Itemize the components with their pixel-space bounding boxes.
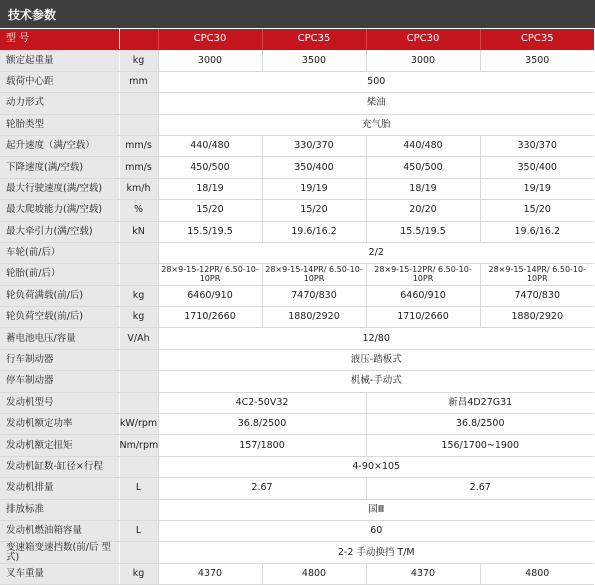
spec-value: 36.8/2500	[158, 414, 366, 435]
spec-label: 叉车重量	[0, 563, 119, 584]
spec-label: 最大行驶速度(满/空载)	[0, 178, 119, 199]
spec-value: 国Ⅲ	[158, 499, 594, 520]
spec-value: 6460/910	[366, 285, 480, 306]
spec-row	[0, 50, 594, 71]
spec-row	[0, 563, 594, 584]
spec-value: 1880/2920	[262, 307, 366, 328]
spec-value: 2/2	[158, 242, 594, 263]
spec-label: 起升速度（满/空载）	[0, 135, 119, 156]
spec-table	[0, 29, 594, 585]
model-name: CPC30	[366, 29, 480, 50]
spec-value: 28×9-15-14PR/ 6.50-10-10PR	[262, 264, 366, 285]
spec-row	[0, 414, 594, 435]
spec-value: 4800	[262, 563, 366, 584]
spec-row	[0, 499, 594, 520]
model-name: CPC35	[480, 29, 594, 50]
spec-value: 15/20	[262, 200, 366, 221]
spec-row	[0, 285, 594, 306]
spec-row	[0, 135, 594, 156]
spec-label: 轮胎(前/后）	[0, 264, 119, 285]
spec-unit	[119, 264, 158, 285]
spec-label: 发动机型号	[0, 392, 119, 413]
spec-row	[0, 478, 594, 499]
spec-unit: L	[119, 478, 158, 499]
spec-value: 7470/830	[262, 285, 366, 306]
spec-value: 500	[158, 71, 594, 92]
spec-label: 额定起重量	[0, 50, 119, 71]
spec-unit	[119, 542, 158, 563]
spec-label: 行车制动器	[0, 349, 119, 370]
spec-value: 3000	[158, 50, 262, 71]
spec-label: 最大牵引力(满/空载)	[0, 221, 119, 242]
spec-unit	[119, 499, 158, 520]
spec-value: 4-90×105	[158, 456, 594, 477]
spec-row	[0, 371, 594, 392]
spec-value: 28×9-15-12PR/ 6.50-10-10PR	[158, 264, 262, 285]
spec-value: 350/400	[480, 157, 594, 178]
spec-value: 60	[158, 520, 594, 541]
spec-value: 19/19	[480, 178, 594, 199]
spec-row	[0, 71, 594, 92]
spec-label: 排放标准	[0, 499, 119, 520]
spec-value: 15.5/19.5	[366, 221, 480, 242]
spec-value: 15/20	[158, 200, 262, 221]
spec-label: 载荷中心距	[0, 71, 119, 92]
spec-label: 停车制动器	[0, 371, 119, 392]
spec-value: 3000	[366, 50, 480, 71]
spec-row	[0, 178, 594, 199]
spec-unit: kN	[119, 221, 158, 242]
spec-row	[0, 264, 594, 285]
spec-unit: Nm/rpm	[119, 435, 158, 456]
spec-value: 440/480	[158, 135, 262, 156]
spec-value: 28×9-15-12PR/ 6.50-10-10PR	[366, 264, 480, 285]
spec-value: 12/80	[158, 328, 594, 349]
spec-value: 330/370	[262, 135, 366, 156]
spec-unit: km/h	[119, 178, 158, 199]
spec-value: 1710/2660	[158, 307, 262, 328]
spec-value: 440/480	[366, 135, 480, 156]
spec-row	[0, 328, 594, 349]
spec-label: 发动机燃油箱容量	[0, 520, 119, 541]
spec-label: 变速箱变速挡数(前/后 型式)	[0, 542, 119, 563]
spec-unit: mm/s	[119, 157, 158, 178]
spec-unit	[119, 392, 158, 413]
spec-value: 20/20	[366, 200, 480, 221]
spec-unit	[119, 371, 158, 392]
spec-table-body	[0, 29, 594, 585]
spec-label: 动力形式	[0, 93, 119, 114]
model-name: CPC30	[158, 29, 262, 50]
spec-value: 2.67	[366, 478, 594, 499]
spec-unit	[119, 242, 158, 263]
spec-row	[0, 456, 594, 477]
spec-value: 19.6/16.2	[480, 221, 594, 242]
spec-label: 发动机缸数-缸径×行程	[0, 456, 119, 477]
spec-value: 156/1700~1900	[366, 435, 594, 456]
spec-row	[0, 221, 594, 242]
spec-label: 下降速度(满/空载)	[0, 157, 119, 178]
spec-row	[0, 392, 594, 413]
spec-value: 350/400	[262, 157, 366, 178]
spec-value: 157/1800	[158, 435, 366, 456]
spec-unit: mm/s	[119, 135, 158, 156]
spec-value: 450/500	[366, 157, 480, 178]
spec-unit	[119, 29, 158, 50]
spec-value: 1710/2660	[366, 307, 480, 328]
spec-value: 3500	[480, 50, 594, 71]
spec-row	[0, 349, 594, 370]
spec-label: 车轮(前/后）	[0, 242, 119, 263]
spec-value: 4370	[366, 563, 480, 584]
spec-label: 蓄电池电压/容量	[0, 328, 119, 349]
spec-value: 充气胎	[158, 114, 594, 135]
spec-value: 4370	[158, 563, 262, 584]
spec-label: 型 号	[0, 29, 119, 50]
spec-label: 最大爬坡能力(满/空载)	[0, 200, 119, 221]
spec-label: 轮负荷满载(前/后)	[0, 285, 119, 306]
spec-value: 19.6/16.2	[262, 221, 366, 242]
spec-value: 19/19	[262, 178, 366, 199]
section-header	[0, 0, 595, 28]
spec-value: 6460/910	[158, 285, 262, 306]
spec-row	[0, 435, 594, 456]
spec-value: 36.8/2500	[366, 414, 594, 435]
spec-unit	[119, 114, 158, 135]
spec-value: 1880/2920	[480, 307, 594, 328]
spec-value: 15.5/19.5	[158, 221, 262, 242]
spec-value: 机械-手动式	[158, 371, 594, 392]
spec-value: 18/19	[366, 178, 480, 199]
spec-value: 4C2-50V32	[158, 392, 366, 413]
spec-unit: mm	[119, 71, 158, 92]
spec-value: 4800	[480, 563, 594, 584]
spec-value: 7470/830	[480, 285, 594, 306]
spec-unit: kW/rpm	[119, 414, 158, 435]
model-row	[0, 29, 594, 50]
spec-value: 28×9-15-14PR/ 6.50-10-10PR	[480, 264, 594, 285]
spec-row	[0, 200, 594, 221]
spec-unit: kg	[119, 307, 158, 328]
spec-label: 发动机额定扭矩	[0, 435, 119, 456]
spec-value: 2-2 手动换挡 T/M	[158, 542, 594, 563]
spec-value: 柴油	[158, 93, 594, 114]
spec-value: 2.67	[158, 478, 366, 499]
section-title: 技术参数	[8, 7, 57, 22]
spec-row	[0, 157, 594, 178]
spec-row	[0, 307, 594, 328]
spec-label: 发动机额定功率	[0, 414, 119, 435]
spec-value: 330/370	[480, 135, 594, 156]
spec-value: 18/19	[158, 178, 262, 199]
spec-row	[0, 542, 594, 563]
spec-value: 450/500	[158, 157, 262, 178]
spec-value: 新昌4D27G31	[366, 392, 594, 413]
spec-value: 15/20	[480, 200, 594, 221]
spec-label: 发动机排量	[0, 478, 119, 499]
spec-unit	[119, 93, 158, 114]
spec-unit: kg	[119, 50, 158, 71]
spec-row	[0, 93, 594, 114]
spec-unit	[119, 349, 158, 370]
model-name: CPC35	[262, 29, 366, 50]
spec-unit: kg	[119, 563, 158, 584]
spec-row	[0, 242, 594, 263]
spec-unit	[119, 456, 158, 477]
spec-value: 液压-踏板式	[158, 349, 594, 370]
spec-label: 轮胎类型	[0, 114, 119, 135]
spec-row	[0, 114, 594, 135]
spec-unit: %	[119, 200, 158, 221]
spec-value: 3500	[262, 50, 366, 71]
spec-label: 轮负荷空载(前/后)	[0, 307, 119, 328]
spec-row	[0, 520, 594, 541]
spec-unit: kg	[119, 285, 158, 306]
spec-unit: L	[119, 520, 158, 541]
spec-unit: V/Ah	[119, 328, 158, 349]
